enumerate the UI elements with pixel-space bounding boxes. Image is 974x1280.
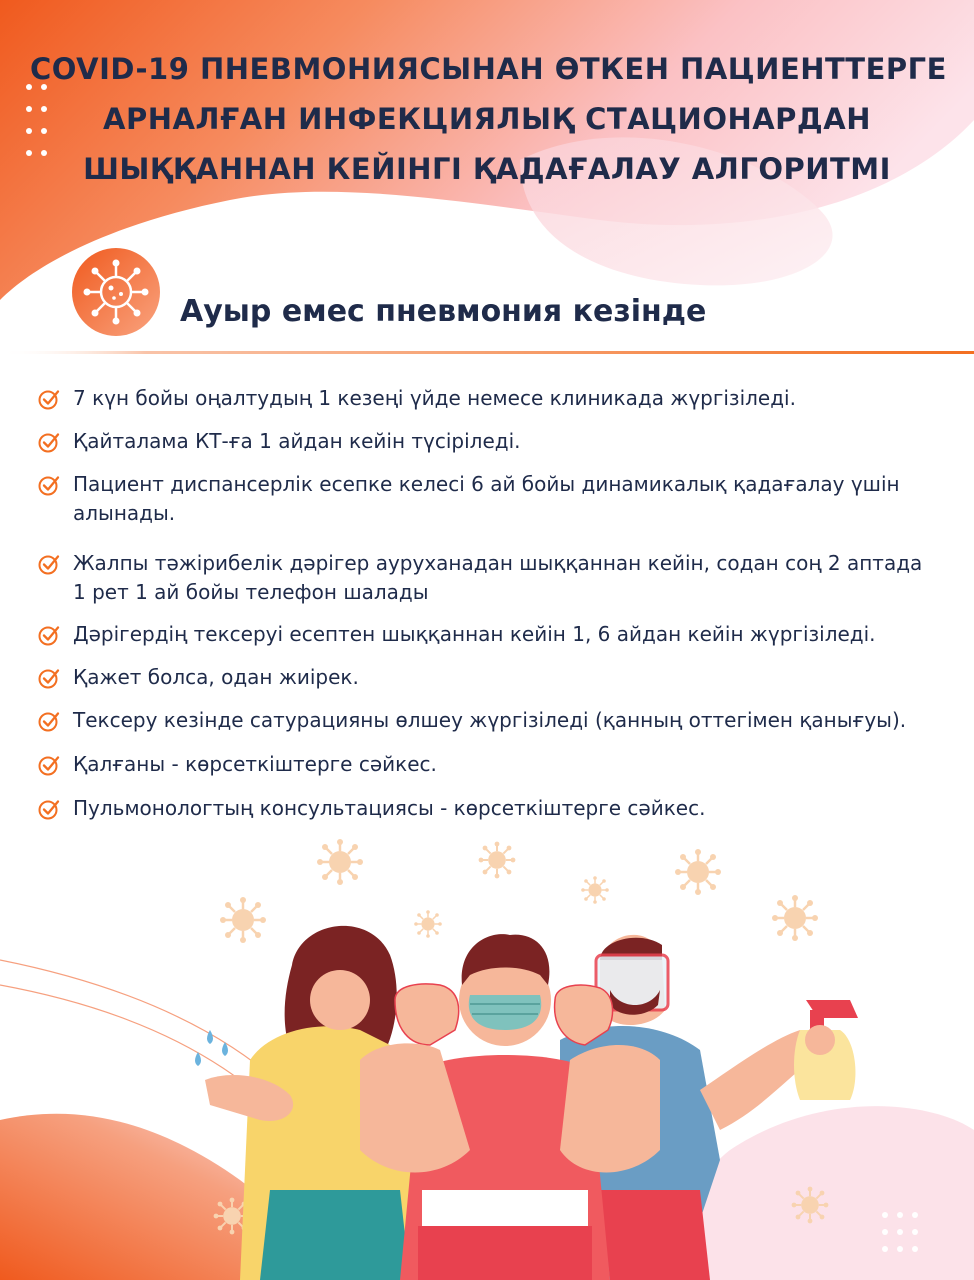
check-circle-icon <box>38 667 60 689</box>
list-item-text: Тексеру кезінде сатурацияны өлшеу жүргізіледі (қанның оттегімен қанығуы). <box>73 708 907 732</box>
list-item-text: Қалғаны - көрсеткіштерге сәйкес. <box>73 752 437 776</box>
virus-icon <box>70 246 162 338</box>
list-item-text: Қажет болса, одан жиірек. <box>73 665 359 689</box>
title-line-2: АРНАЛҒАН ИНФЕКЦИЯЛЫҚ СТАЦИОНАРДАН <box>103 102 871 136</box>
check-circle-icon <box>38 388 60 410</box>
check-circle-icon <box>38 431 60 453</box>
people-illustration <box>0 830 974 1280</box>
list-item-text: 7 күн бойы оңалтудың 1 кезеңі үйде немесе клиникада жүргізіледі. <box>73 386 796 410</box>
list-item <box>38 706 938 735</box>
check-circle-icon <box>38 474 60 496</box>
page-title <box>30 44 947 194</box>
check-circle-icon <box>38 754 60 776</box>
list-item-text: Қайталама КТ-ға 1 айдан кейін түсіріледі. <box>73 429 521 453</box>
list-item-text: Пациент диспансерлік есепке келесі 6 ай бойы динамикалық қадағалау үшін алынады. <box>73 472 900 525</box>
title-line-1: COVID-19 ПНЕВМОНИЯСЫНАН ӨТКЕН ПАЦИЕНТТЕРГЕ <box>30 52 947 86</box>
list-item <box>38 620 938 649</box>
section-divider <box>0 350 974 356</box>
list-item <box>38 549 938 607</box>
list-item <box>38 470 938 528</box>
list-item <box>38 663 938 692</box>
section-title: Ауыр емес пневмония кезінде <box>180 294 707 329</box>
list-item <box>38 427 938 456</box>
check-circle-icon <box>38 553 60 575</box>
check-circle-icon <box>38 798 60 820</box>
list-item <box>38 794 938 823</box>
list-item <box>38 384 938 413</box>
list-item-text: Дәрігердің тексеруі есептен шыққаннан кейін 1, 6 айдан кейін жүргізіледі. <box>73 622 876 646</box>
list-item <box>38 750 938 779</box>
list-item-text: Пульмонологтың консультациясы - көрсеткіштерге сәйкес. <box>73 796 706 820</box>
check-circle-icon <box>38 710 60 732</box>
list-item-text: Жалпы тәжірибелік дәрігер ауруханадан шыққаннан кейін, содан соң 2 аптада 1 рет 1 ай бойы телефон шалады <box>73 551 923 604</box>
check-circle-icon <box>38 624 60 646</box>
title-line-3: ШЫҚҚАННАН КЕЙІНГІ ҚАДАҒАЛАУ АЛГОРИТМІ <box>83 152 891 186</box>
